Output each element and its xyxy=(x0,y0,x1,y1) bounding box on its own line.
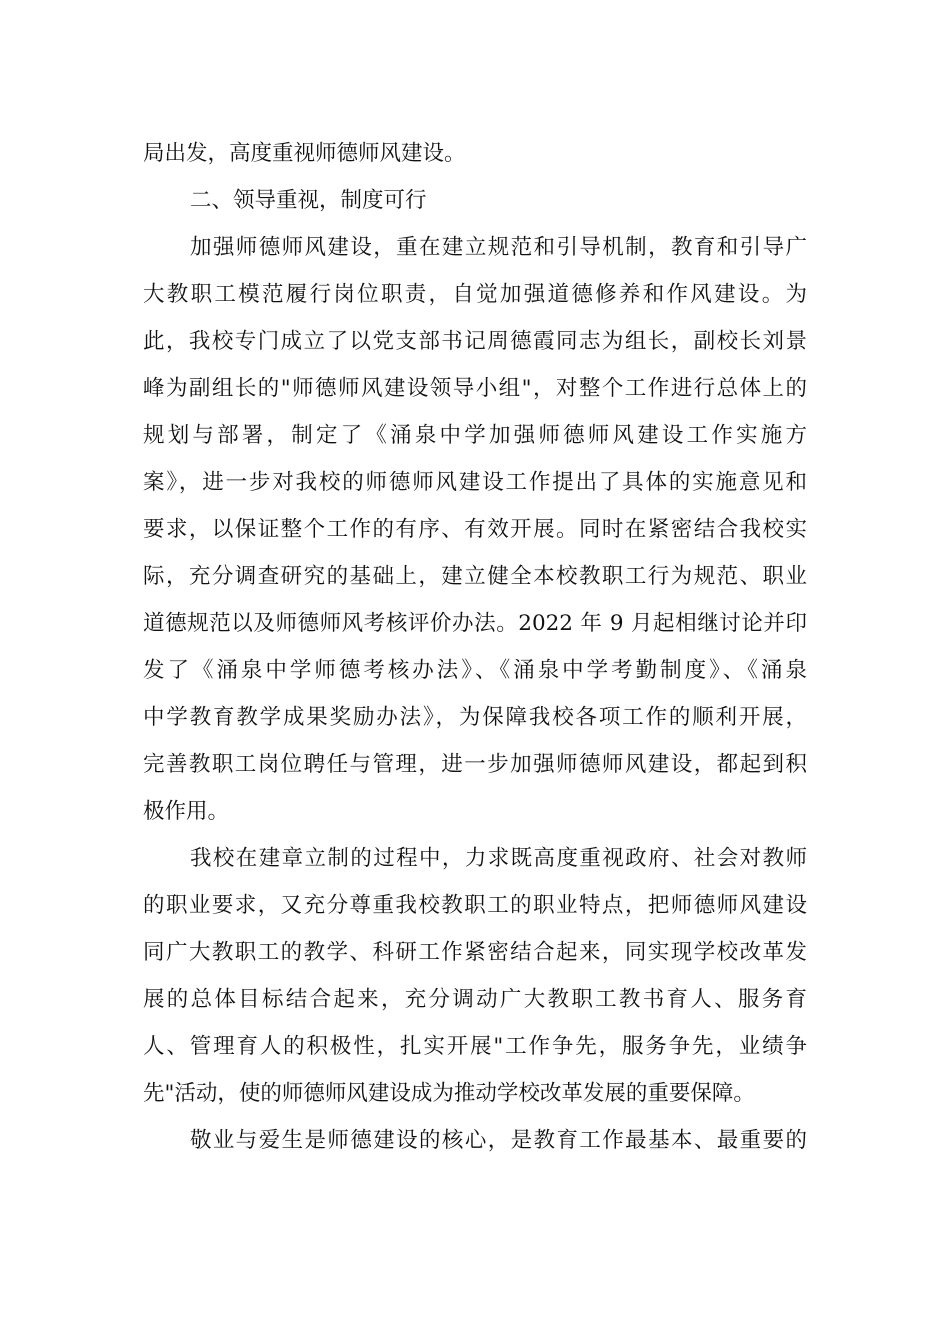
body-line: 完善教职工岗位聘任与管理，进一步加强师德师风建设，都起到积 xyxy=(143,752,807,777)
body-line: 峰为副组长的"师德师风建设领导小组"，对整个工作进行总体上的 xyxy=(143,376,807,401)
body-line: 大教职工模范履行岗位职责，自觉加强道德修养和作风建设。为 xyxy=(143,282,807,307)
body-line: 先"活动，使的师德师风建设成为推动学校改革发展的重要保障。 xyxy=(143,1081,755,1106)
body-line: 同广大教职工的教学、科研工作紧密结合起来，同实现学校改革发 xyxy=(143,940,807,965)
body-line: 的职业要求，又充分尊重我校教职工的职业特点，把师德师风建设 xyxy=(143,893,807,918)
body-line: 要求，以保证整个工作的有序、有效开展。同时在紧密结合我校实 xyxy=(143,517,807,542)
body-line: 发了《涌泉中学师德考核办法》、《涌泉中学考勤制度》、《涌泉 xyxy=(143,658,807,683)
body-line: 中学教育教学成果奖励办法》，为保障我校各项工作的顺利开展， xyxy=(143,705,807,730)
body-line: 加强师德师风建设，重在建立规范和引导机制，教育和引导广 xyxy=(190,235,807,260)
body-line: 案》，进一步对我校的师德师风建设工作提出了具体的实施意见和 xyxy=(143,470,807,495)
body-line: 我校在建章立制的过程中，力求既高度重视政府、社会对教师 xyxy=(190,846,807,871)
section-heading: 二、领导重视，制度可行 xyxy=(190,188,427,213)
body-line: 局出发，高度重视师德师风建设。 xyxy=(143,141,466,166)
body-line: 敬业与爱生是师德建设的核心，是教育工作最基本、最重要的 xyxy=(190,1128,807,1153)
body-line: 人、管理育人的积极性，扎实开展"工作争先，服务争先，业绩争 xyxy=(143,1034,807,1059)
body-line: 极作用。 xyxy=(143,799,230,824)
document-body xyxy=(143,130,807,1164)
body-line: 规划与部署，制定了《涌泉中学加强师德师风建设工作实施方 xyxy=(143,423,807,448)
body-line: 道德规范以及师德师风考核评价办法。2022 年 9 月起相继讨论并印 xyxy=(143,611,807,636)
body-line: 此，我校专门成立了以党支部书记周德霞同志为组长，副校长刘景 xyxy=(143,329,807,354)
body-line: 展的总体目标结合起来，充分调动广大教职工教书育人、服务育 xyxy=(143,987,807,1012)
body-line: 际，充分调查研究的基础上，建立健全本校教职工行为规范、职业 xyxy=(143,564,807,589)
